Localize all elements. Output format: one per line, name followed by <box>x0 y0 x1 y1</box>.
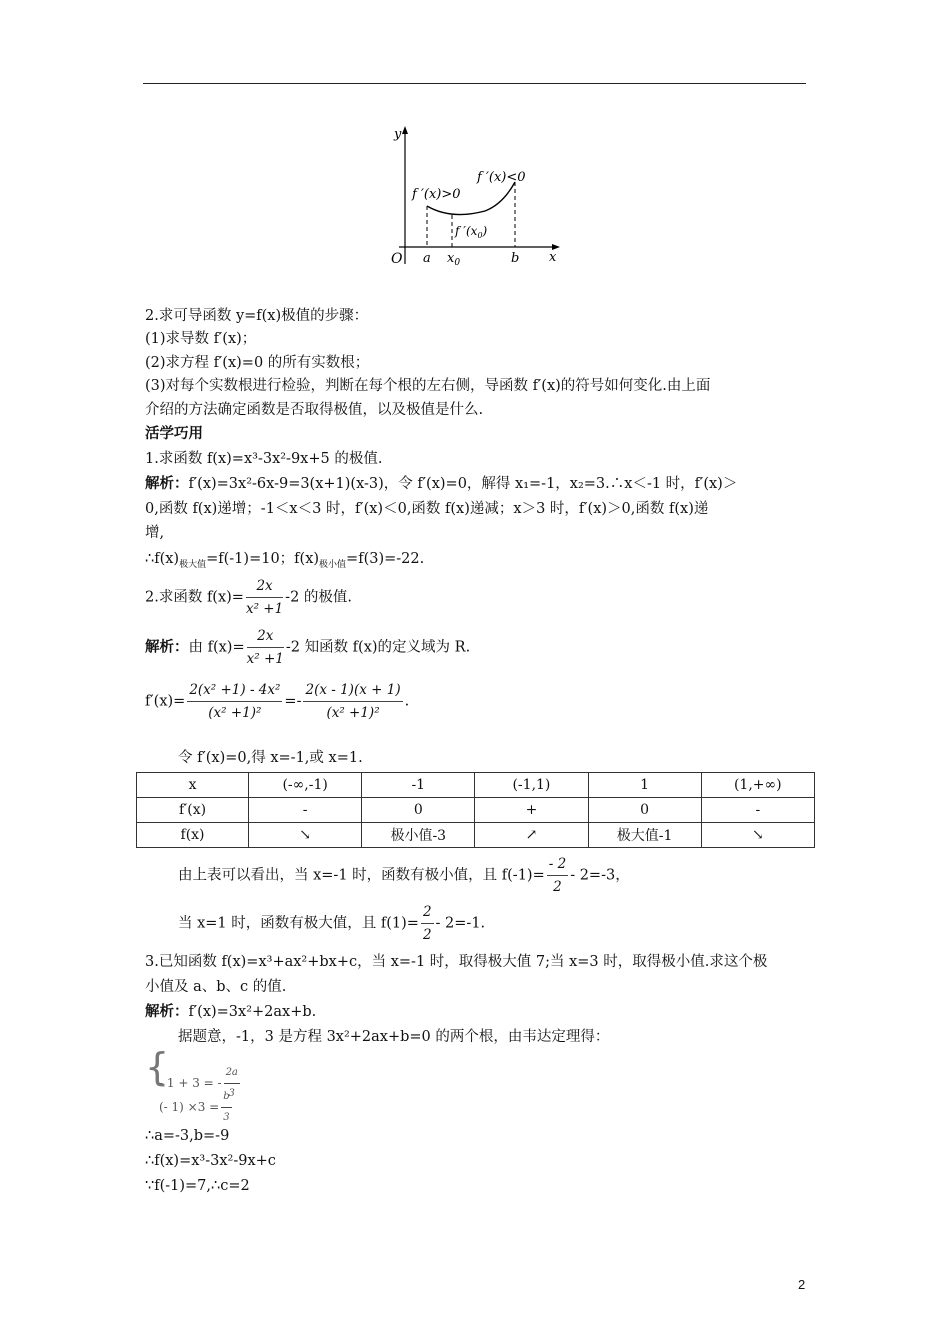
page-number: 2 <box>798 1277 806 1292</box>
step-1: (1)求导数 f′(x)； <box>145 331 257 347</box>
a-label: a <box>423 251 431 266</box>
table-cell: 1 <box>588 773 701 798</box>
table-cell: -1 <box>362 773 475 798</box>
q1-line-1: 解析：f′(x)=3x²-6x-9=3(x+1)(x-3)，令 f′(x)=0，解得 x₁=-1，x₂=3.∴x＜-1 时，f′(x)＞ <box>145 475 738 492</box>
q3-title-1: 3.已知函数 f(x)=x³+ax²+bx+c，当 x=-1 时，取得极大值 7;当 x=3 时，取得极小值.求这个极 <box>145 954 768 970</box>
table-cell: 0 <box>588 798 701 823</box>
q1-line-3: 增, <box>145 525 165 541</box>
derivative-graph <box>385 120 565 270</box>
table-cell: (-∞,-1) <box>249 773 362 798</box>
x-label: x <box>549 250 557 265</box>
q2-conclusion-2: 当 x=1 时，函数有极大值，且 f(1)= $\frac{2}{2}$ - 2=-1. <box>178 904 486 943</box>
sign-table <box>136 772 815 848</box>
table-cell: + <box>475 798 588 823</box>
table-cell: 极小值-3 <box>362 823 475 848</box>
label-left: f ′(x)>0 <box>412 187 461 202</box>
table-row <box>137 798 815 823</box>
q1-result: $\therefore f(x)_{极大值}=f(-1)=10$；$f(x)_{极小值}=f(3)=-22$. <box>145 551 425 570</box>
q2-solution: 解析：由 f(x)= $\frac{2x}{\text{x² +1}}$ -2 知函数 f(x)的定义域为 R. <box>145 628 471 667</box>
x0-label: $x_0$ <box>447 251 461 268</box>
label-right: f ′(x)<0 <box>477 170 526 185</box>
steps-title: 2.求可导函数 y=f(x)极值的步骤： <box>145 308 369 324</box>
table-cell: f(x) <box>137 823 249 848</box>
q3-title-2: 小值及 a、b、c 的值. <box>145 979 287 995</box>
table-cell: f′(x) <box>137 798 249 823</box>
q3-vieta: 据题意，-1，3 是方程 3x²+2ax+b=0 的两个根，由韦达定理得： <box>178 1029 610 1045</box>
step-3-line-1: (3)对每个实数根进行检验，判断在每个根的左右侧，导函数 f′(x)的符号如何变化.由上面 <box>145 378 711 394</box>
section-heading: 活学巧用 <box>145 425 203 442</box>
table-cell: (1,+∞) <box>701 773 814 798</box>
system-eq-2: (- 1) ×3 = $\frac{b}{3}$ <box>159 1088 234 1127</box>
table-cell: x <box>137 773 249 798</box>
step-2: (2)求方程 f′(x)=0 的所有实数根； <box>145 355 370 371</box>
b-label: b <box>511 251 520 266</box>
brace: { <box>145 1045 170 1089</box>
q3-derivative: 解析：f′(x)=3x²+2ax+b. <box>145 1003 317 1020</box>
y-label: y <box>394 127 402 142</box>
q3-result-2: ∴f(x)=x³-3x²-9x+c <box>145 1153 276 1169</box>
q1-line-2: 0,函数 f(x)递增；-1＜x＜3 时，f′(x)＜0,函数 f(x)递减；x＞3 时，f′(x)＞0,函数 f(x)递 <box>145 501 709 517</box>
label-mid: f $'(x_0)$ <box>455 224 488 240</box>
q2-roots: 令 f′(x)=0,得 x=-1,或 x=1. <box>178 750 363 766</box>
step-3-line-2: 介绍的方法确定函数是否取得极值，以及极值是什么. <box>145 402 484 418</box>
table-cell: - <box>701 798 814 823</box>
q3-result-1: ∴a=-3,b=-9 <box>145 1128 230 1144</box>
origin-label: O <box>391 251 403 267</box>
table-cell: (-1,1) <box>475 773 588 798</box>
table-cell: ↘ <box>701 823 814 848</box>
table-cell: ↗ <box>475 823 588 848</box>
y-axis-arrow <box>402 126 408 134</box>
q1-title: 1.求函数 f(x)=x³-3x²-9x+5 的极值. <box>145 451 383 467</box>
header-rule <box>143 83 806 84</box>
table-cell: ↘ <box>249 823 362 848</box>
q2-title: 2.求函数 f(x)= $\frac{2x}{\text{x² +1}}$ -2 的极值. <box>145 578 353 617</box>
table-cell: 极大值-1 <box>588 823 701 848</box>
q3-result-3: ∵f(-1)=7,∴c=2 <box>145 1178 250 1194</box>
table-cell: 0 <box>362 798 475 823</box>
table-cell: - <box>249 798 362 823</box>
system-eq-1: - 1 + 3 = - $\frac{2a}{3}$ <box>159 1064 242 1103</box>
q2-conclusion-1: 由上表可以看出，当 x=-1 时，函数有极小值，且 f(-1)= $\frac{- 2}{2}$ - 2=-3， <box>178 856 630 895</box>
table-row <box>137 823 815 848</box>
table-row <box>137 773 815 798</box>
q2-derivative: f′(x)= $\frac{\text{2(x² +1) - 4x²}}{\text{(x² +1)²}}$ =- $\frac{2(x - 1)(x + 1)}{\text{(x² +1)²}}$ . <box>145 682 410 721</box>
